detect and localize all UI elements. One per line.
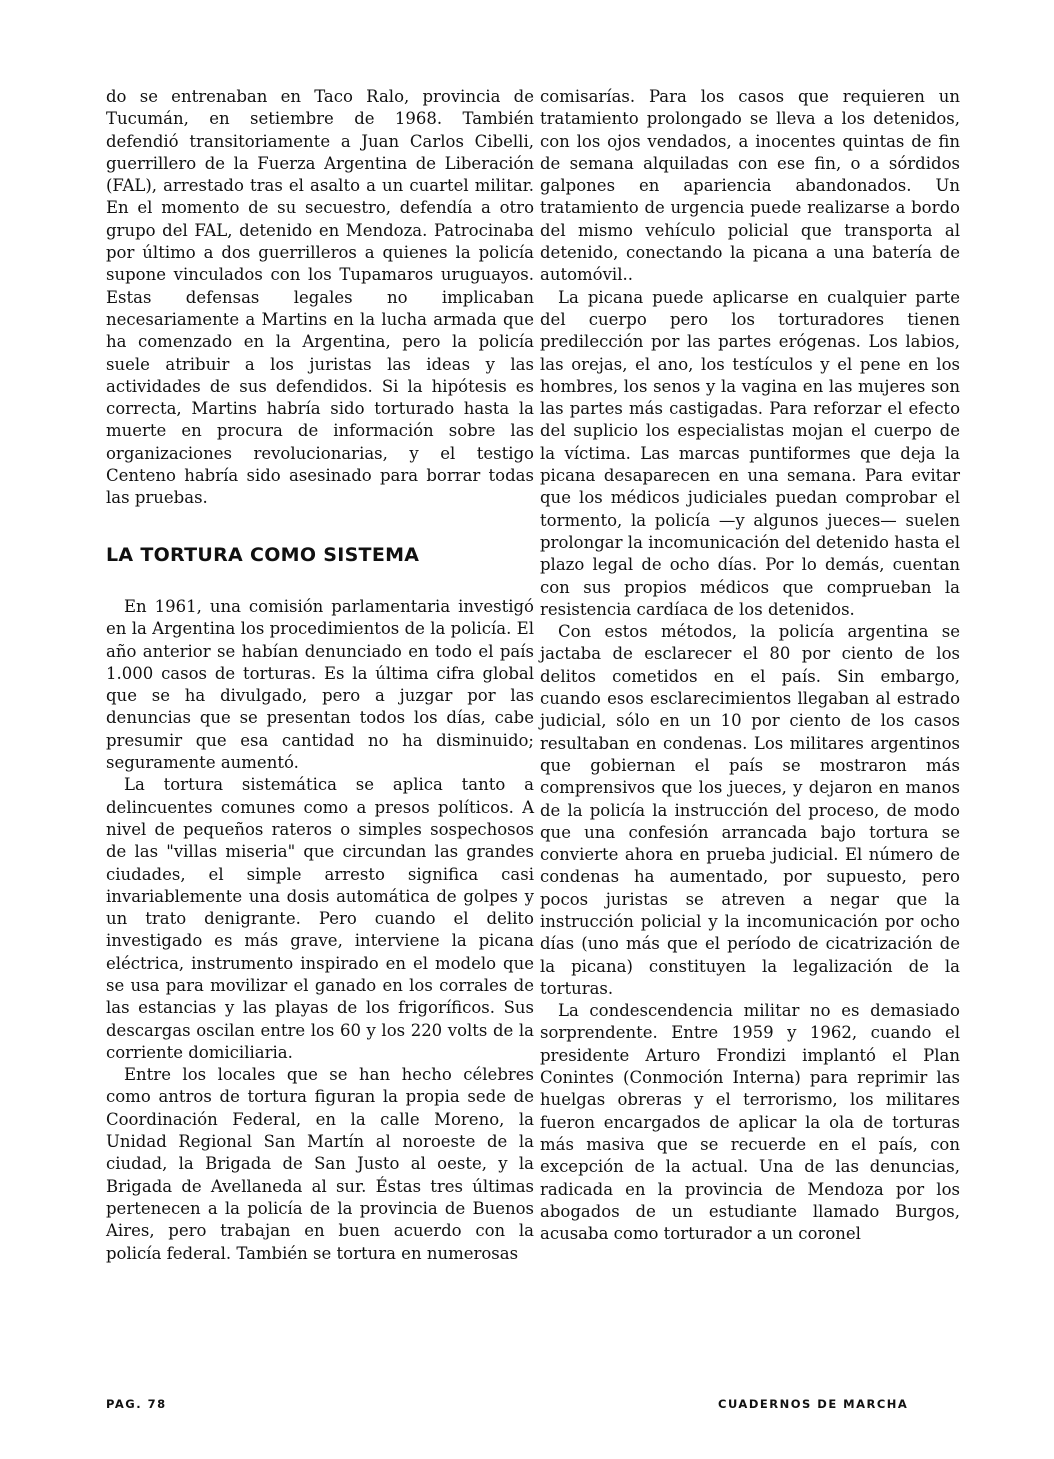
publication-name: CUADERNOS DE MARCHA bbox=[718, 1397, 909, 1411]
right-paragraph-4: La condescendencia militar no es demasiado sorprendente. Entre 1959 y 1962, cuando el presidente Arturo Frondizi implantó el Plan Conintes (Conmoción Interna) para reprimir las huelgas obreras y el terrorismo, los militares fueron encargados de aplicar la ola de torturas más masiva que se recuerde en el país, con excepción de la actual. Una de las denuncias, radicada en la provincia de Mendoza por los abogados de un estudiante llamado Burgos, acusaba como torturador a un coronel bbox=[540, 1001, 960, 1244]
left-paragraph-1: do se entrenaban en Taco Ralo, provincia de Tucumán, en setiembre de 1968. También defendió transitoriamente a Juan Carlos Cibelli, guerrillero de la Fuerza Argentina de Liberación (FAL), arrestado tras el asalto a un cuartel militar. En el momento de su secuestro, defendía a otro grupo del FAL, detenido en Mendoza. Patrocinaba por último a dos guerrilleros a quienes la policía supone vinculados con los Tupamaros uruguayos. Estas defensas legales no implicaban necesariamente a Martins en la lucha armada que ha comenzado en la Argentina, pero la policía suele atribuir a los juristas las ideas y las actividades de sus defendidos. Si la hipótesis es correcta, Martins habría sido torturado hasta la muerte en procura de información sobre las organizaciones revolucionarias, y el testigo Centeno habría sido asesinado para borrar todas las pruebas. bbox=[106, 87, 534, 508]
page-number: PAG. 78 bbox=[106, 1397, 167, 1411]
right-column bbox=[540, 86, 960, 1245]
section-heading: LA TORTURA COMO SISTEMA bbox=[106, 543, 420, 566]
left-paragraph-3: La tortura sistemática se aplica tanto a delincuentes comunes como a presos políticos. A nivel de pequeños rateros o simples sospechosos de las "villas miseria" que circundan las grandes ciudades, el simple arresto significa casi invariablemente una dosis automática de golpes y un trato denigrante. Pero cuando el delito investigado es más grave, interviene la picana eléctrica, instrumento inspirado en el modelo que se usa para movilizar el ganado en los corrales de las estancias y las playas de los frigoríficos. Sus descargas oscilan entre los 60 y los 220 volts de la corriente domiciliaria. bbox=[106, 775, 534, 1062]
left-column bbox=[106, 86, 534, 1265]
left-paragraph-2: En 1961, una comisión parlamentaria investigó en la Argentina los procedimientos de la policía. El año anterior se habían denunciado en todo el país 1.000 casos de torturas. Es la última cifra global que se ha divulgado, pero a juzgar por las denuncias que se presentan todos los días, cabe presumir que esa cantidad no ha disminuido; seguramente aumentó. bbox=[106, 596, 534, 773]
right-paragraph-2: La picana puede aplicarse en cualquier parte del cuerpo pero los torturadores tienen predilección por las partes erógenas. Los labios, las orejas, el ano, los testículos y el pene en los hombres, los senos y la vagina en las mujeres son las partes más castigadas. Para reforzar el efecto del suplicio los especialistas mojan el cuerpo de la víctima. Las marcas puntiformes que deja la picana desaparecen en una semana. Para evitar que los médicos judiciales puedan comprobar el tormento, la policía —y algunos jueces— suelen prolongar la incomunicación del detenido hasta el plazo legal de ocho días. Por lo demás, cuentan con sus propios médicos que comprueban la resistencia cardíaca de los detenidos. bbox=[540, 287, 960, 619]
left-paragraph-4: Entre los locales que se han hecho célebres como antros de tortura figuran la propia sede de Coordinación Federal, en la calle Moreno, la Unidad Regional San Martín al noroeste de la ciudad, la Brigada de San Justo al oeste, y la Brigada de Avellaneda al sur. Éstas tres últimas pertenecen a la policía de la provincia de Buenos Aires, pero trabajan en buen acuerdo con la policía federal. También se tortura en numerosas bbox=[106, 1065, 534, 1263]
right-paragraph-1: comisarías. Para los casos que requieren un tratamiento prolongado se lleva a los detenidos, con los ojos vendados, a inocentes quintas de fin de semana alquiladas con ese fin, o a sórdidos galpones en apariencia abandonados. Un tratamiento de urgencia puede realizarse a bordo del mismo vehículo policial que transporta al detenido, conectando la picana a una batería de automóvil.. bbox=[540, 87, 960, 285]
right-paragraph-3: Con estos métodos, la policía argentina se jactaba de esclarecer el 80 por ciento de los delitos cometidos en el país. Sin embargo, cuando esos esclarecimientos llegaban al estrado judicial, sólo en un 10 por ciento de los casos resultaban en condenas. Los militares argentinos que gobiernan el país se mostraron más comprensivos que los jueces, y dejaron en manos de la policía la instrucción del proceso, de modo que una confesión arrancada bajo tortura se convierte ahora en prueba judicial. El número de condenas ha aumentado, por supuesto, pero pocos juristas se atreven a negar que la instrucción policial y la incomunicación por ocho días (uno más que el período de cicatrización de la picana) constituyen la legalización de la torturas. bbox=[540, 622, 960, 998]
